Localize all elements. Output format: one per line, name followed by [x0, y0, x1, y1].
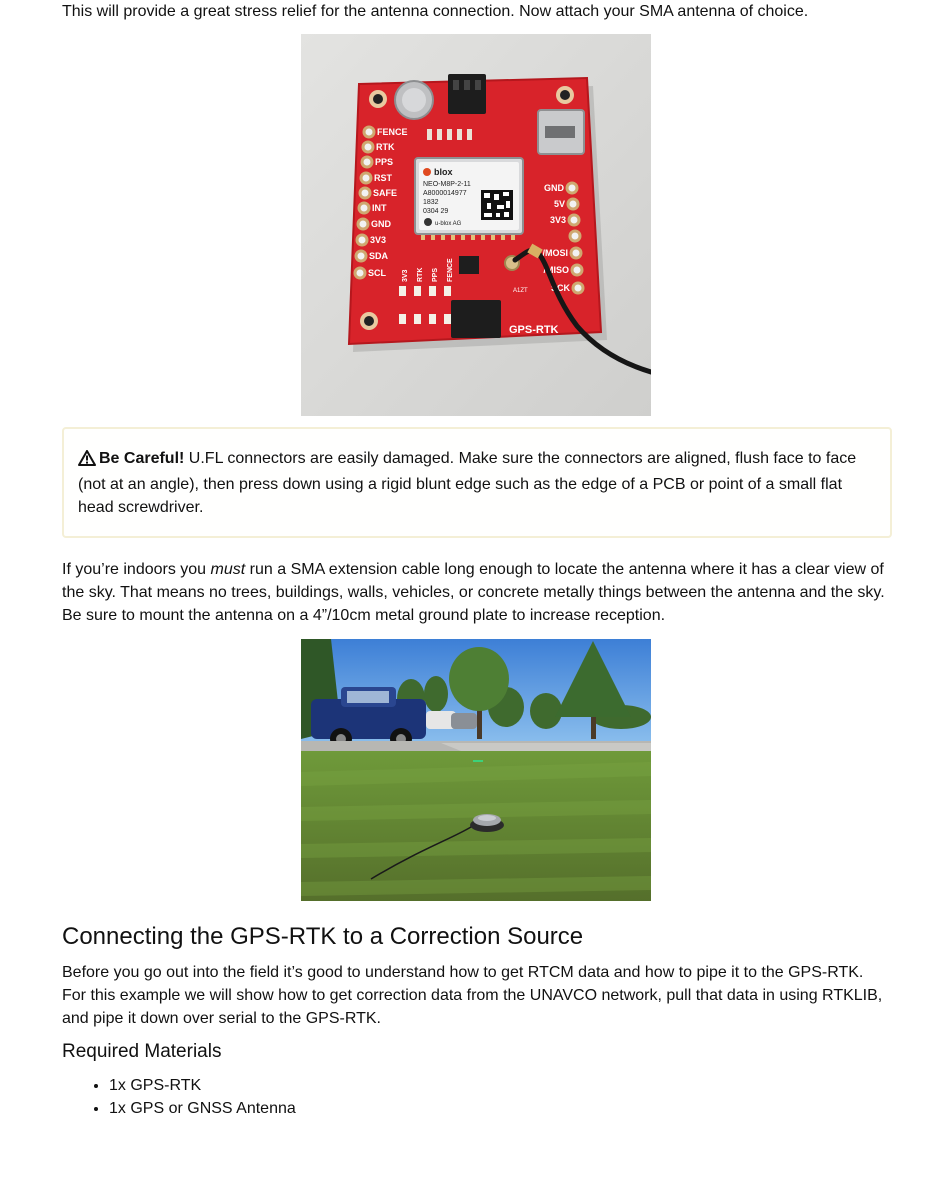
- pin-label: SCK: [550, 283, 570, 293]
- intro-paragraph: This will provide a great stress relief for the antenna connection. Now attach your SMA antenna of choice.: [62, 3, 809, 20]
- para2-text-before: If you’re indoors you: [62, 561, 211, 578]
- pin-label: /MISO: [543, 265, 569, 275]
- pin-label: SDA: [369, 251, 389, 261]
- pin-label: INT: [372, 203, 387, 213]
- module-maker: u-blox AG: [435, 221, 462, 227]
- pin-label: SAFE: [373, 188, 398, 198]
- pin-label: SCL: [368, 268, 386, 278]
- pin-label: RTK: [376, 142, 395, 152]
- pin-label: 5V: [553, 199, 565, 209]
- pin-label: GND: [371, 219, 391, 229]
- module-model: NEO-M8P-2-11: [423, 181, 471, 188]
- pin-label: PPS: [375, 157, 394, 167]
- pin-label: GND: [544, 183, 564, 193]
- indoor-antenna-paragraph: [62, 558, 890, 627]
- pin-label: /MOSI: [542, 248, 568, 258]
- pin-label: 3V3: [549, 215, 566, 225]
- module-brand: blox: [434, 167, 453, 177]
- datamatrix-code: [481, 190, 513, 220]
- list-item: • 1x GPS-RTK: [109, 1074, 296, 1097]
- section-title: Connecting the GPS-RTK to a Correction Source: [62, 923, 584, 950]
- pin-label: FENCE: [377, 127, 408, 137]
- pin-label: 3V3: [370, 235, 387, 245]
- led-label: PPS: [432, 267, 439, 282]
- list-item: • 1x GPS or GNSS Antenna: [109, 1097, 296, 1120]
- pin-label: RST: [374, 173, 392, 183]
- board-name-label: GPS-RTK: [509, 324, 559, 336]
- lawn-illustration: [301, 639, 651, 901]
- materials-list: [62, 1074, 296, 1120]
- antenna-on-lawn-photo: [301, 639, 651, 901]
- led-label: RTK: [417, 267, 424, 282]
- callout-title: Be Careful!: [99, 450, 185, 467]
- led-label: 3V3: [402, 269, 409, 282]
- para2-text-after: run a SMA extension cable long enough to locate the antenna where it has a clear view of the sky. That means no trees, buildings, walls, vehicles, or concrete metally things between the antenna and the sky. Be sure to mount the antenna on a 4”/10cm metal ground plate to increase reception.: [62, 561, 885, 624]
- warning-triangle-icon: [78, 450, 96, 473]
- required-materials-heading: Required Materials: [62, 1041, 222, 1062]
- correction-source-paragraph: Before you go out into the field it’s good to understand how to get RTCM data and how to pipe it to the GPS-RTK. For this example we will show how to get correction data from the UNAVCO network, pull that data in using RTKLIB, and pipe it down over serial to the GPS-RTK.: [62, 964, 883, 1027]
- module-lot: 1832: [423, 199, 439, 206]
- callout-body: U.FL connectors are easily damaged. Make sure the connectors are aligned, flush face to face (not at an angle), then press down using a rigid blunt edge such as the edge of a PCB or point of a small flat head screwdriver.: [78, 450, 857, 516]
- gps-rtk-board-photo: [301, 34, 651, 416]
- module-code: 0304 29: [423, 208, 449, 215]
- antenna-ref-label: A1ZT: [513, 288, 528, 294]
- bottom-connector: [451, 300, 501, 338]
- led-label: FENCE: [447, 258, 454, 282]
- warning-callout: [62, 427, 892, 538]
- module-serial: A8000014977: [423, 190, 467, 197]
- board-illustration: [301, 34, 651, 416]
- para2-emphasis: must: [210, 561, 246, 578]
